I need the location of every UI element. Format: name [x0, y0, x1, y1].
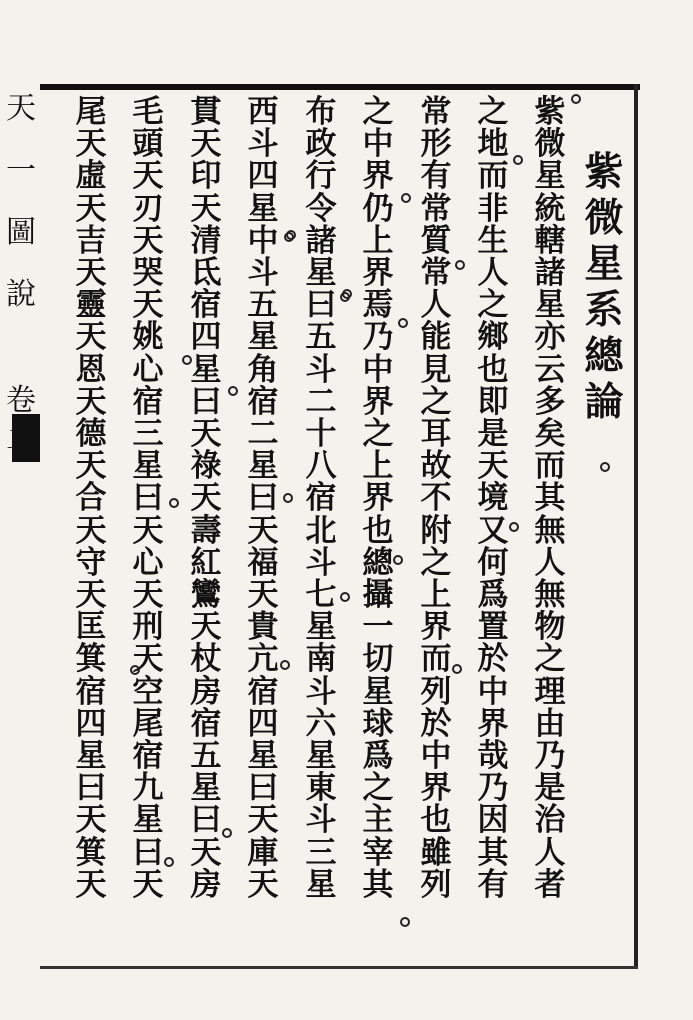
text-char: 貫	[190, 94, 222, 130]
text-char: 無	[534, 512, 566, 549]
text-char: 刑	[132, 609, 164, 646]
text-char: 天	[190, 416, 222, 452]
text-char: 是	[477, 416, 509, 452]
text-char: 中	[420, 738, 452, 774]
text-char: 北	[305, 512, 337, 549]
text-char: 界	[362, 383, 394, 420]
text-char: 曰	[132, 834, 164, 871]
text-char: 箕	[75, 641, 107, 678]
text-char: 五	[305, 319, 337, 356]
text-char: 界	[362, 158, 394, 195]
text-char: 頭	[132, 126, 164, 163]
text-char: 耳	[420, 416, 452, 452]
text-char: 天	[247, 512, 279, 549]
text-char: 西	[247, 94, 279, 130]
text-char: 刃	[132, 190, 164, 227]
text-char: 仍	[362, 190, 394, 227]
text-char: 因	[477, 802, 509, 839]
text-char: 星	[132, 802, 164, 839]
punctuation-circle	[164, 857, 174, 867]
text-char: 諸	[305, 222, 337, 259]
margin-volume-char: 二	[6, 423, 36, 458]
text-char: 之	[534, 641, 566, 678]
text-char: 合	[75, 480, 107, 517]
text-char: 於	[420, 705, 452, 742]
text-char: 矣	[534, 416, 566, 452]
text-char: 空	[132, 673, 164, 710]
text-char: 乃	[362, 319, 394, 356]
text-char: 爲	[477, 577, 509, 613]
punctuation-circle	[400, 917, 410, 927]
text-char: 天	[190, 480, 222, 517]
text-char: 印	[190, 158, 222, 195]
text-char: 三	[305, 834, 337, 871]
text-char: 毛	[132, 94, 164, 130]
text-char: 理	[534, 673, 566, 710]
text-char: 宿	[305, 480, 337, 517]
text-char: 天	[247, 802, 279, 839]
margin-volume-char: 卷	[6, 383, 36, 418]
text-char: 星	[75, 738, 107, 774]
text-char: 中	[477, 673, 509, 710]
text-char: 政	[305, 126, 337, 163]
text-char: 星	[132, 448, 164, 485]
text-char: 天	[75, 126, 107, 163]
text-char: 匡	[75, 609, 107, 646]
text-char: 布	[305, 94, 337, 130]
text-char: 天	[190, 190, 222, 227]
text-char: 焉	[362, 287, 394, 324]
text-char: 尾	[75, 94, 107, 130]
text-char: 曰	[190, 802, 222, 839]
text-char: 天	[190, 126, 222, 163]
text-char: 而	[420, 641, 452, 678]
text-char: 鄉	[477, 319, 509, 356]
text-char: 宿	[190, 287, 222, 324]
text-char: 行	[305, 158, 337, 195]
text-char: 天	[75, 255, 107, 291]
text-char: 界	[362, 480, 394, 517]
text-column	[352, 96, 404, 966]
text-char: 宿	[190, 705, 222, 742]
text-char: 斗	[305, 673, 337, 710]
text-char: 角	[247, 351, 279, 388]
text-char: 云	[534, 351, 566, 388]
text-char: 斗	[247, 126, 279, 163]
text-char: 人	[534, 834, 566, 871]
text-char: 四	[247, 158, 279, 195]
text-char: 之	[477, 287, 509, 324]
text-char: 星	[247, 190, 279, 227]
text-char: 亦	[534, 319, 566, 356]
text-char: 房	[190, 866, 222, 903]
text-char: 置	[477, 609, 509, 646]
punctuation-circle	[130, 665, 140, 675]
text-char: 非	[477, 190, 509, 227]
text-char: 天	[75, 866, 107, 903]
text-char: 天	[75, 190, 107, 227]
title-char: 總	[584, 333, 624, 379]
text-char: 房	[190, 673, 222, 710]
margin-char: 圖	[6, 215, 36, 250]
text-char: 切	[362, 641, 394, 678]
text-char: 庫	[247, 834, 279, 871]
text-char: 箕	[75, 834, 107, 871]
text-char: 於	[477, 641, 509, 678]
text-char: 天	[75, 383, 107, 420]
text-char: 三	[132, 416, 164, 452]
punctuation-circle	[340, 592, 350, 602]
text-char: 五	[190, 738, 222, 774]
text-char: 星	[534, 158, 566, 195]
text-char: 常	[420, 190, 452, 227]
punctuation-circle	[452, 664, 462, 674]
text-char: 斗	[247, 255, 279, 291]
title-char: 系	[584, 287, 624, 333]
text-char: 星	[247, 319, 279, 356]
punctuation-circle	[509, 522, 519, 532]
text-char: 總	[362, 544, 394, 581]
text-char: 天	[132, 222, 164, 259]
text-char: 也	[477, 351, 509, 388]
text-char: 星	[305, 866, 337, 903]
text-char: 五	[247, 287, 279, 324]
text-char: 虛	[75, 158, 107, 195]
text-char: 其	[534, 480, 566, 517]
text-char: 附	[420, 512, 452, 549]
text-char: 一	[362, 609, 394, 646]
frame-right-border	[634, 84, 638, 969]
text-char: 攝	[362, 577, 394, 613]
punctuation-circle	[398, 318, 408, 328]
text-char: 而	[534, 448, 566, 485]
text-column	[122, 96, 174, 966]
text-char: 星	[247, 738, 279, 774]
text-char: 天	[132, 512, 164, 549]
punctuation-circle	[280, 660, 290, 670]
text-char: 曰	[132, 480, 164, 517]
text-char: 不	[420, 480, 452, 517]
text-char: 天	[132, 866, 164, 903]
text-char: 恩	[75, 351, 107, 388]
text-char: 天	[132, 577, 164, 613]
text-char: 亢	[247, 641, 279, 678]
text-char: 十	[305, 416, 337, 452]
text-char: 其	[362, 866, 394, 903]
text-char: 界	[477, 705, 509, 742]
text-char: 哭	[132, 255, 164, 291]
text-char: 之	[362, 416, 394, 452]
text-char: 中	[362, 351, 394, 388]
text-char: 祿	[190, 448, 222, 485]
text-char: 中	[362, 126, 394, 163]
text-char: 多	[534, 383, 566, 420]
text-char: 星	[190, 351, 222, 388]
text-char: 形	[420, 126, 452, 163]
text-char: 統	[534, 190, 566, 227]
section-title	[578, 150, 630, 1020]
text-char: 之	[477, 94, 509, 130]
text-char: 有	[420, 158, 452, 195]
punctuation-circle	[393, 555, 403, 565]
text-char: 天	[75, 512, 107, 549]
text-char: 能	[420, 319, 452, 356]
text-char: 南	[305, 641, 337, 678]
text-char: 人	[420, 287, 452, 324]
text-char: 八	[305, 448, 337, 485]
punctuation-circle	[228, 386, 238, 396]
text-char: 上	[420, 577, 452, 613]
text-char: 常	[420, 94, 452, 130]
text-char: 無	[534, 577, 566, 613]
text-char: 治	[534, 802, 566, 839]
text-char: 由	[534, 705, 566, 742]
text-char: 天	[75, 577, 107, 613]
text-char: 宿	[75, 673, 107, 710]
text-char: 物	[534, 609, 566, 646]
text-char: 靈	[75, 287, 107, 324]
text-char: 天	[75, 802, 107, 839]
punctuation-circle	[401, 193, 411, 203]
text-char: 宿	[247, 673, 279, 710]
punctuation-circle	[455, 260, 465, 270]
text-char: 斗	[305, 544, 337, 581]
punctuation-circle	[571, 94, 581, 104]
text-char: 微	[534, 126, 566, 163]
frame-top-border	[40, 84, 640, 90]
text-char: 斗	[305, 351, 337, 388]
punctuation-circle	[169, 498, 179, 508]
text-char: 吉	[75, 222, 107, 259]
punctuation-circle	[182, 355, 192, 365]
text-char: 界	[420, 609, 452, 646]
text-char: 諸	[534, 255, 566, 291]
text-column	[524, 96, 576, 966]
text-char: 列	[420, 866, 452, 903]
text-char: 星	[362, 673, 394, 710]
text-char: 宰	[362, 834, 394, 871]
text-char: 星	[534, 287, 566, 324]
text-char: 令	[305, 190, 337, 227]
text-char: 六	[305, 705, 337, 742]
punctuation-circle	[513, 155, 523, 165]
text-char: 四	[247, 705, 279, 742]
text-char: 乃	[534, 738, 566, 774]
text-char: 也	[420, 802, 452, 839]
text-char: 七	[305, 577, 337, 613]
text-column	[65, 96, 117, 966]
text-char: 鸞	[190, 577, 222, 613]
text-char: 天	[247, 577, 279, 613]
text-char: 曰	[247, 770, 279, 807]
title-char: 微	[584, 195, 624, 241]
text-char: 人	[534, 544, 566, 581]
text-char: 是	[534, 770, 566, 807]
text-char: 姚	[132, 319, 164, 356]
text-char: 天	[132, 287, 164, 324]
text-char: 之	[362, 770, 394, 807]
text-char: 宿	[132, 738, 164, 774]
text-char: 界	[420, 770, 452, 807]
text-char: 而	[477, 158, 509, 195]
text-char: 心	[132, 351, 164, 388]
text-char: 主	[362, 802, 394, 839]
text-char: 宿	[247, 383, 279, 420]
text-char: 質	[420, 222, 452, 259]
text-char: 宿	[132, 383, 164, 420]
text-char: 星	[190, 770, 222, 807]
text-char: 斗	[305, 802, 337, 839]
text-char: 天	[190, 609, 222, 646]
text-char: 上	[362, 222, 394, 259]
punctuation-circle	[284, 232, 294, 242]
text-char: 又	[477, 512, 509, 549]
margin-char: 一	[6, 153, 36, 188]
text-column	[410, 96, 462, 966]
text-char: 星	[247, 448, 279, 485]
text-char: 生	[477, 222, 509, 259]
text-char: 其	[477, 834, 509, 871]
text-char: 氐	[190, 255, 222, 291]
punctuation-circle	[283, 493, 293, 503]
text-char: 天	[190, 834, 222, 871]
text-char: 星	[305, 609, 337, 646]
title-char: 論	[584, 379, 624, 425]
margin-char: 天	[6, 91, 36, 126]
text-char: 列	[420, 673, 452, 710]
text-char: 二	[305, 383, 337, 420]
text-char: 之	[420, 544, 452, 581]
text-char: 之	[362, 94, 394, 130]
frame-bottom-border	[40, 966, 638, 969]
text-char: 曰	[75, 770, 107, 807]
text-char: 四	[75, 705, 107, 742]
text-char: 即	[477, 383, 509, 420]
text-column	[295, 96, 347, 966]
text-char: 也	[362, 512, 394, 549]
text-char: 天	[75, 319, 107, 356]
text-char: 九	[132, 770, 164, 807]
text-char: 曰	[247, 480, 279, 517]
text-char: 紅	[190, 544, 222, 581]
text-char: 上	[362, 448, 394, 485]
text-char: 轄	[534, 222, 566, 259]
text-char: 清	[190, 222, 222, 259]
text-char: 東	[305, 770, 337, 807]
text-char: 有	[477, 866, 509, 903]
text-char: 之	[420, 383, 452, 420]
text-char: 中	[247, 222, 279, 259]
punctuation-circle	[600, 462, 610, 472]
text-char: 曰	[190, 383, 222, 420]
text-char: 尾	[132, 705, 164, 742]
text-char: 四	[190, 319, 222, 356]
margin-edge	[0, 84, 40, 984]
text-char: 故	[420, 448, 452, 485]
title-char: 星	[584, 241, 624, 287]
text-char: 常	[420, 255, 452, 291]
text-char: 球	[362, 705, 394, 742]
text-char: 德	[75, 416, 107, 452]
text-char: 天	[477, 448, 509, 485]
title-char: 紫	[584, 149, 624, 195]
text-char: 天	[75, 448, 107, 485]
text-char: 貴	[247, 609, 279, 646]
punctuation-circle	[342, 289, 352, 299]
text-char: 哉	[477, 738, 509, 774]
punctuation-circle	[222, 828, 232, 838]
text-char: 見	[420, 351, 452, 388]
text-char: 何	[477, 544, 509, 581]
text-char: 紫	[534, 94, 566, 130]
text-char: 乃	[477, 770, 509, 807]
text-char: 星	[305, 738, 337, 774]
text-char: 天	[247, 866, 279, 903]
text-char: 境	[477, 480, 509, 517]
text-char: 杖	[190, 641, 222, 678]
text-char: 界	[362, 255, 394, 291]
text-char: 守	[75, 544, 107, 581]
text-char: 壽	[190, 512, 222, 549]
text-char: 福	[247, 544, 279, 581]
text-char: 地	[477, 126, 509, 163]
text-char: 心	[132, 544, 164, 581]
text-char: 天	[132, 641, 164, 678]
text-char: 二	[247, 416, 279, 452]
text-char: 人	[477, 255, 509, 291]
text-char: 星	[305, 255, 337, 291]
text-char: 爲	[362, 738, 394, 774]
text-char: 者	[534, 866, 566, 903]
text-char: 天	[132, 158, 164, 195]
text-char: 雖	[420, 834, 452, 871]
text-column	[237, 96, 289, 966]
margin-char: 說	[6, 277, 36, 312]
text-char: 曰	[305, 287, 337, 324]
